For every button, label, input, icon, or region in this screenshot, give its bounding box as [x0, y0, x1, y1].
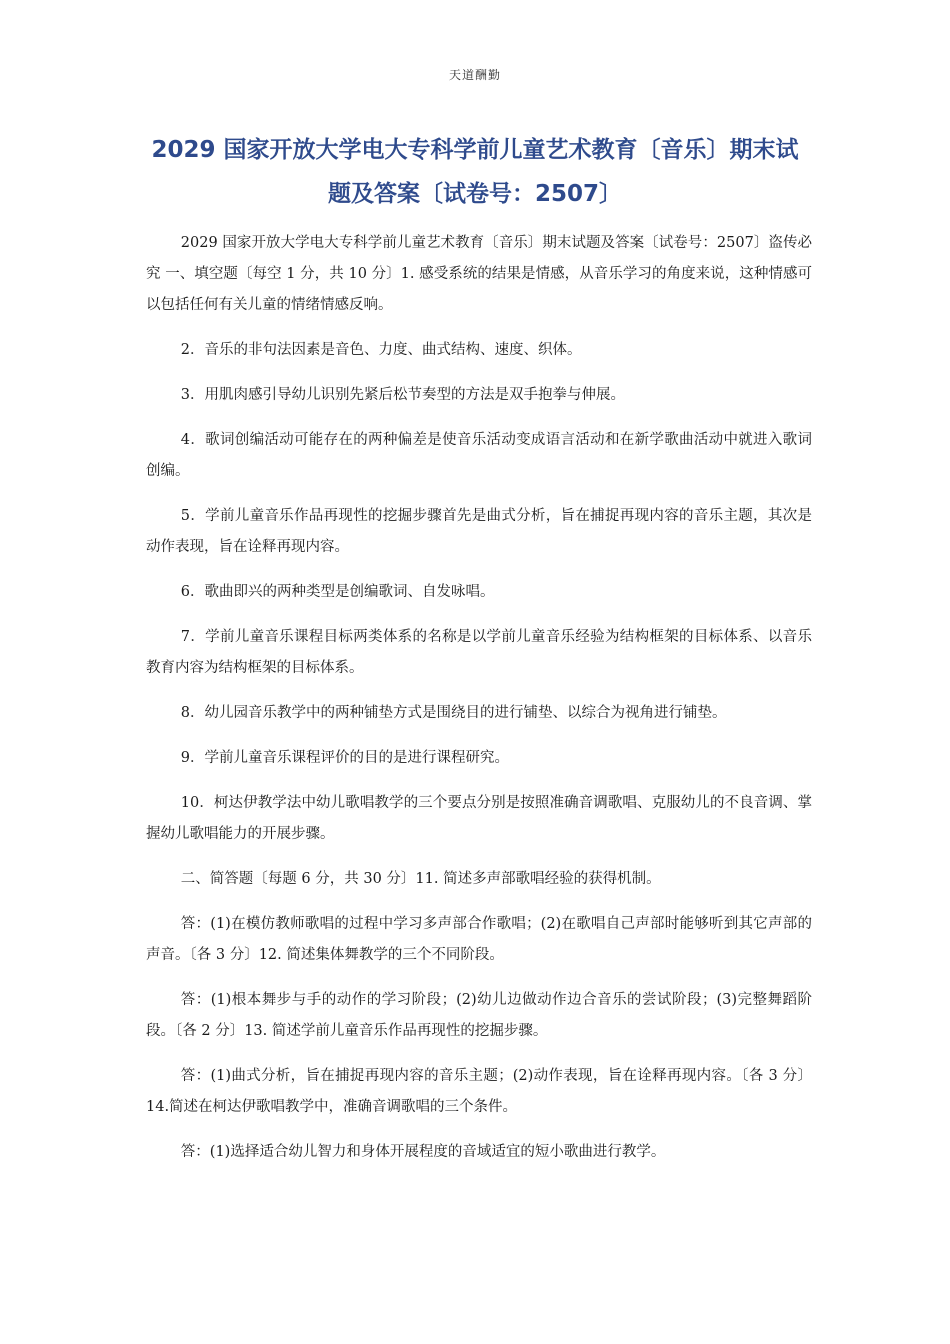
- paragraph: 答：(1)在模仿教师歌唱的过程中学习多声部合作歌唱；(2)在歌唱自己声部时能够听到其它声部的声音。〔各 3 分〕12. 简述集体舞教学的三个不同阶段。: [146, 916, 812, 963]
- paragraph: 5．学前儿童音乐作品再现性的挖掘步骤首先是曲式分析，旨在捕捉再现内容的音乐主题，其次是动作表现，旨在诠释再现内容。: [146, 508, 812, 555]
- paragraph: 答：(1)选择适合幼儿智力和身体开展程度的音域适宜的短小歌曲进行教学。: [180, 1144, 666, 1160]
- paragraph: 7．学前儿童音乐课程目标两类体系的名称是以学前儿童音乐经验为结构框架的目标体系、以音乐教育内容为结构框架的目标体系。: [146, 629, 812, 676]
- document-title: [130, 128, 820, 216]
- paragraph: 答：(1)根本舞步与手的动作的学习阶段；(2)幼儿边做动作边合音乐的尝试阶段；(3)完整舞蹈阶段。〔各 2 分〕13. 简述学前儿童音乐作品再现性的挖掘步骤。: [146, 992, 812, 1039]
- paragraph: 10．柯达伊教学法中幼儿歌唱教学的三个要点分别是按照准确音调歌唱、克服幼儿的不良音调、掌握幼儿歌唱能力的开展步骤。: [146, 795, 812, 842]
- page-header: 天道酬勤: [448, 68, 501, 82]
- paragraph: 6．歌曲即兴的两种类型是创编歌词、自发咏唱。: [180, 584, 495, 600]
- paragraph: 答：(1)曲式分析，旨在捕捉再现内容的音乐主题；(2)动作表现，旨在诠释再现内容。〔各 3 分〕14.简述在柯达伊歌唱教学中，准确音调歌唱的三个条件。: [146, 1068, 812, 1115]
- document-body: [146, 228, 812, 1182]
- paragraph: 8．幼儿园音乐教学中的两种铺垫方式是围绕目的进行铺垫、以综合为视角进行铺垫。: [180, 705, 727, 721]
- paragraph: 3．用肌肉感引导幼儿识别先紧后松节奏型的方法是双手抱拳与伸展。: [180, 387, 626, 403]
- paragraph: 9．学前儿童音乐课程评价的目的是进行课程研究。: [180, 750, 510, 766]
- paragraph: 二、简答题〔每题 6 分，共 30 分〕11. 简述多声部歌唱经验的获得机制。: [180, 871, 661, 887]
- title-line-1: 2029 国家开放大学电大专科学前儿童艺术教育〔音乐〕期末试: [151, 137, 799, 163]
- paragraph: 4．歌词创编活动可能存在的两种偏差是使音乐活动变成语言活动和在新学歌曲活动中就进入歌词创编。: [146, 432, 812, 479]
- paragraph: 2029 国家开放大学电大专科学前儿童艺术教育〔音乐〕期末试题及答案〔试卷号：2507〕盗传必究 一、填空题〔每空 1 分，共 10 分〕1. 感受系统的结果是情感，从音乐学习的角度来说，这种情感可以包括任何有关儿童的情绪情感反响。: [146, 235, 812, 313]
- paragraph: 2．音乐的非句法因素是音色、力度、曲式结构、速度、织体。: [180, 342, 582, 358]
- title-line-2: 题及答案〔试卷号：2507〕: [327, 181, 622, 207]
